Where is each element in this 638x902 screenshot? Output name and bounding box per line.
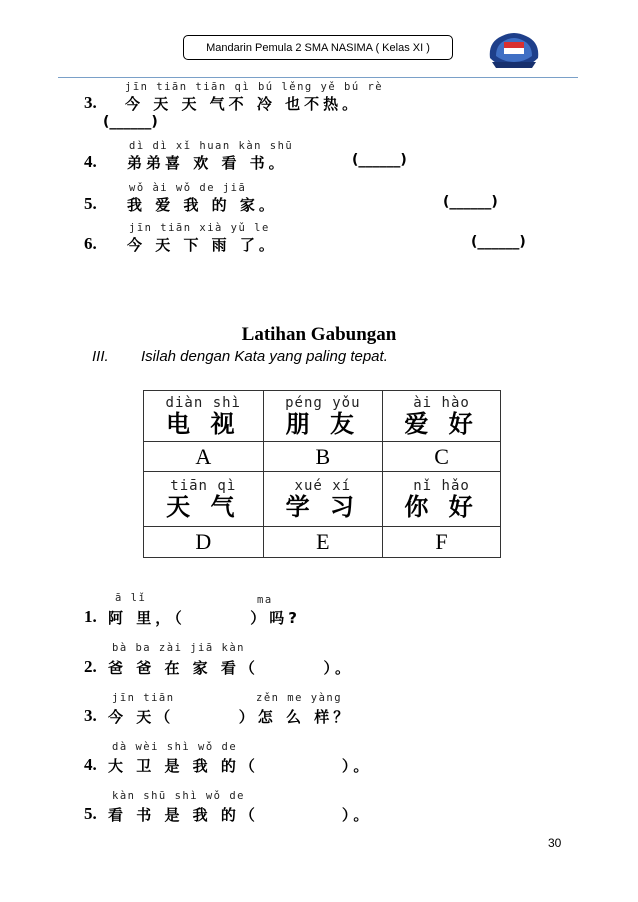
option-b-cell	[263, 391, 383, 442]
q5-sentence[interactable]: 看 书 是 我 的（ ）。	[108, 806, 373, 824]
option-c-letter: C	[383, 442, 501, 472]
option-a-pinyin: diàn shì	[165, 395, 241, 411]
item5-number: 5.	[84, 194, 97, 213]
item4-answer-blank[interactable]: (______)	[352, 152, 407, 168]
option-c-cell	[383, 391, 501, 442]
option-a-hanzi: 电 视	[166, 410, 241, 438]
option-d-hanzi: 天 气	[166, 493, 241, 521]
header-title: Mandarin Pemula 2 SMA NASIMA ( Kelas XI )	[183, 35, 453, 60]
item3-number: 3.	[84, 93, 97, 112]
instruction-text: Isilah dengan Kata yang paling tepat.	[141, 348, 388, 365]
option-d-cell	[144, 472, 264, 527]
item5-sentence: 我 爱 我 的 家。	[127, 196, 278, 214]
header-divider	[58, 77, 578, 78]
q1-sentence[interactable]: 阿 里，（ ）吗?	[108, 609, 301, 627]
q4-number: 4.	[84, 755, 97, 774]
q2-sentence[interactable]: 爸 爸 在 家 看（ ）。	[108, 659, 354, 677]
options-table	[143, 390, 501, 558]
option-b-letter: B	[263, 442, 383, 472]
q3-sentence[interactable]: 今 天（ ）怎 么 样？	[108, 708, 353, 726]
q3-pinyin: jīn tiān	[112, 692, 175, 704]
option-e-cell	[263, 472, 383, 527]
q5-pinyin: kàn shū shì wǒ de	[112, 790, 245, 802]
q1-pinyin-end: ma	[257, 594, 273, 606]
option-e-pinyin: xué xí	[294, 478, 352, 494]
option-d-pinyin: tiān qì	[170, 478, 237, 494]
item6-pinyin: jīn tiān xià yǔ le	[129, 222, 270, 234]
item6-answer-blank[interactable]: (______)	[471, 234, 526, 250]
instruction-number: III.	[92, 348, 109, 365]
item3-sentence: 今 天 天 气不 冷 也不热。	[125, 95, 362, 113]
q2-number: 2.	[84, 657, 97, 676]
option-e-hanzi: 学 习	[285, 493, 360, 521]
q2-pinyin: bà ba zài jiā kàn	[112, 642, 245, 654]
item4-number: 4.	[84, 152, 97, 171]
q5-number: 5.	[84, 804, 97, 823]
option-e-letter: E	[263, 527, 383, 558]
q3-pinyin-end: zěn me yàng	[256, 692, 343, 704]
option-f-hanzi: 你 好	[404, 493, 479, 521]
item3-answer-blank[interactable]: (______)	[103, 114, 158, 130]
option-f-cell	[383, 472, 501, 527]
school-logo-icon	[484, 28, 544, 72]
option-f-letter: F	[383, 527, 501, 558]
q1-pinyin: ā lǐ	[115, 592, 147, 604]
page-number: 30	[548, 836, 562, 850]
item5-pinyin: wǒ ài wǒ de jiā	[129, 182, 247, 194]
item4-pinyin: dì dì xǐ huan kàn shū	[129, 140, 294, 152]
item4-sentence: 弟弟喜 欢 看 书。	[127, 154, 288, 172]
option-f-pinyin: nǐ hǎo	[413, 478, 470, 494]
item5-answer-blank[interactable]: (______)	[443, 194, 498, 210]
q4-pinyin: dà wèi shì wǒ de	[112, 741, 238, 753]
option-d-letter: D	[144, 527, 264, 558]
item3-pinyin: jīn tiān tiān qì bú lěng yě bú rè	[125, 81, 384, 93]
option-a-cell	[144, 391, 264, 442]
q3-number: 3.	[84, 706, 97, 725]
option-c-hanzi: 爱 好	[404, 410, 479, 438]
option-b-hanzi: 朋 友	[285, 410, 360, 438]
section-title: Latihan Gabungan	[241, 324, 397, 345]
q1-number: 1.	[84, 607, 97, 626]
item6-number: 6.	[84, 234, 97, 253]
option-a-letter: A	[144, 442, 264, 472]
option-c-pinyin: ài hào	[413, 395, 470, 411]
option-b-pinyin: péng yǒu	[285, 395, 361, 411]
q4-sentence[interactable]: 大 卫 是 我 的（ ）。	[108, 757, 373, 775]
item6-sentence: 今 天 下 雨 了。	[127, 236, 278, 254]
